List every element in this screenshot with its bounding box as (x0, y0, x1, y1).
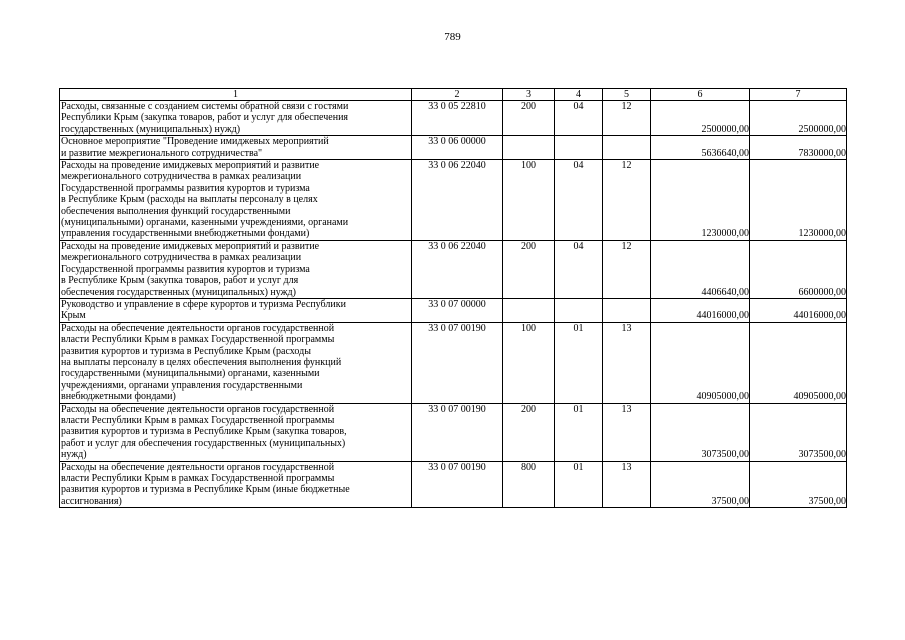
amount-col6-cell: 44016000,00 (651, 298, 750, 322)
section-cell (555, 136, 603, 160)
amount-col7-cell: 7830000,00 (750, 136, 847, 160)
expense-type-cell: 200 (503, 101, 555, 136)
table-row (60, 298, 847, 322)
amount-col6-cell: 5636640,00 (651, 136, 750, 160)
table-row (60, 160, 847, 241)
header-cell-1: 1 (60, 89, 412, 101)
budget-code-cell: 33 0 07 00190 (412, 403, 503, 461)
expense-type-cell: 200 (503, 240, 555, 298)
subsection-cell: 13 (603, 322, 651, 403)
section-cell: 04 (555, 240, 603, 298)
expense-name-line: управления государственными внебюджетными фондами) (61, 228, 310, 240)
table-row (60, 240, 847, 298)
expense-name-line: Расходы, связанные с созданием системы обратной связи с гостями (61, 101, 349, 112)
header-cell-6: 6 (651, 89, 750, 101)
amount-col7-cell: 44016000,00 (750, 298, 847, 322)
expense-name-line: и развитие межрегионального сотрудничества" (61, 147, 263, 159)
amount-col6-cell: 40905000,00 (651, 322, 750, 403)
section-cell: 01 (555, 322, 603, 403)
amount-col7-cell: 1230000,00 (750, 160, 847, 241)
expense-type-cell (503, 298, 555, 322)
expense-type-cell: 800 (503, 461, 555, 508)
expense-name-line: власти Республики Крым в рамках Государственной программы (61, 473, 335, 484)
header-cell-2: 2 (412, 89, 503, 101)
amount-col7-cell: 2500000,00 (750, 101, 847, 136)
table-row (60, 136, 847, 160)
expense-name-line: межрегионального сотрудничества в рамках реализации (61, 252, 302, 264)
amount-col6-cell: 4406640,00 (651, 240, 750, 298)
header-cell-4: 4 (555, 89, 603, 101)
budget-code-cell: 33 0 07 00190 (412, 322, 503, 403)
expense-type-cell: 200 (503, 403, 555, 461)
expense-name-line: развития курортов и туризма в Республике Крым (закупка товаров, (61, 426, 347, 438)
expense-name-line: на выплаты персоналу в целях обеспечения выполнения функций (61, 356, 342, 368)
expense-name-line: обеспечения государственных (муниципальных) нужд) (61, 286, 296, 298)
expense-name-cell (60, 403, 412, 461)
amount-col7-cell: 3073500,00 (750, 403, 847, 461)
expense-name-cell (60, 461, 412, 508)
expense-name-line: Расходы на обеспечение деятельности органов государственной (61, 322, 335, 334)
amount-col6-cell: 37500,00 (651, 461, 750, 508)
budget-code-cell: 33 0 06 22040 (412, 240, 503, 298)
table-row (60, 403, 847, 461)
table-row (60, 322, 847, 403)
expense-name-line: в Республике Крым (расходы на выплаты персоналу в целях (61, 194, 318, 206)
expense-name-line: ассигнования) (61, 495, 122, 507)
expense-name-line: Государственной программы развития курортов и туризма (61, 182, 310, 194)
expense-name-line: Расходы на проведение имиджевых мероприятий и развитие (61, 160, 320, 172)
expense-name-cell (60, 298, 412, 322)
expense-name-cell (60, 322, 412, 403)
header-cell-3: 3 (503, 89, 555, 101)
expense-type-cell (503, 136, 555, 160)
budget-code-cell: 33 0 06 00000 (412, 136, 503, 160)
subsection-cell: 12 (603, 240, 651, 298)
budget-code-cell: 33 0 07 00190 (412, 461, 503, 508)
subsection-cell: 12 (603, 160, 651, 241)
expense-name-line: Крым (61, 310, 86, 322)
expense-name-line: Республики Крым (закупка товаров, работ и услуг для обеспечения (61, 112, 349, 124)
page-number: 789 (444, 31, 461, 43)
subsection-cell: 13 (603, 461, 651, 508)
section-cell: 04 (555, 160, 603, 241)
budget-code-cell: 33 0 06 22040 (412, 160, 503, 241)
section-cell (555, 298, 603, 322)
expense-type-cell: 100 (503, 322, 555, 403)
expense-name-cell (60, 240, 412, 298)
table-body (60, 89, 847, 508)
budget-code-cell: 33 0 07 00000 (412, 298, 503, 322)
expense-name-line: Расходы на обеспечение деятельности органов государственной (61, 461, 335, 473)
table-header-row (60, 89, 847, 101)
expense-name-line: Руководство и управление в сфере курортов и туризма Республики (61, 298, 346, 310)
expense-name-line: власти Республики Крым в рамках Государственной программы (61, 334, 335, 346)
subsection-cell (603, 136, 651, 160)
expense-name-line: межрегионального сотрудничества в рамках реализации (61, 171, 302, 183)
section-cell: 01 (555, 403, 603, 461)
budget-code-cell: 33 0 05 22810 (412, 101, 503, 136)
amount-col6-cell: 3073500,00 (651, 403, 750, 461)
table-row (60, 461, 847, 508)
expense-name-line: в Республике Крым (закупка товаров, работ и услуг для (61, 275, 299, 287)
expense-name-line: государственных (муниципальных) нужд) (61, 123, 241, 135)
expense-name-line: учреждениями, органами управления государственными (61, 379, 303, 391)
table-row (60, 101, 847, 136)
header-cell-5: 5 (603, 89, 651, 101)
expense-name-line: власти Республики Крым в рамках Государственной программы (61, 414, 335, 426)
expense-name-line: государственными (муниципальными) органами, казенными (61, 368, 320, 380)
amount-col7-cell: 40905000,00 (750, 322, 847, 403)
amount-col6-cell: 2500000,00 (651, 101, 750, 136)
expense-name-line: развития курортов и туризма в Республике Крым (иные бюджетные (61, 484, 350, 496)
amount-col7-cell: 37500,00 (750, 461, 847, 508)
subsection-cell (603, 298, 651, 322)
expense-name-line: Расходы на проведение имиджевых мероприятий и развитие (61, 240, 320, 252)
expense-name-line: (муниципальными) органами, казенными учреждениями, органами (61, 217, 349, 229)
budget-table (59, 88, 847, 508)
expense-name-line: развития курортов и туризма в Республике Крым (расходы (61, 345, 311, 357)
expense-type-cell: 100 (503, 160, 555, 241)
expense-name-cell (60, 101, 412, 136)
amount-col7-cell: 6600000,00 (750, 240, 847, 298)
expense-name-line: внебюджетными фондами) (61, 391, 176, 403)
expense-name-line: Основное мероприятие "Проведение имиджевых мероприятий (61, 136, 329, 148)
expense-name-line: Государственной программы развития курортов и туризма (61, 263, 310, 275)
expense-name-cell (60, 160, 412, 241)
amount-col6-cell: 1230000,00 (651, 160, 750, 241)
subsection-cell: 12 (603, 101, 651, 136)
section-cell: 01 (555, 461, 603, 508)
header-cell-7: 7 (750, 89, 847, 101)
expense-name-line: обеспечения выполнения функций государственными (61, 205, 291, 217)
expense-name-line: работ и услуг для обеспечения государственных (муниципальных) (61, 437, 346, 449)
expense-name-line: нужд) (61, 449, 87, 461)
expense-name-cell (60, 136, 412, 160)
subsection-cell: 13 (603, 403, 651, 461)
section-cell: 04 (555, 101, 603, 136)
expense-name-line: Расходы на обеспечение деятельности органов государственной (61, 403, 335, 415)
